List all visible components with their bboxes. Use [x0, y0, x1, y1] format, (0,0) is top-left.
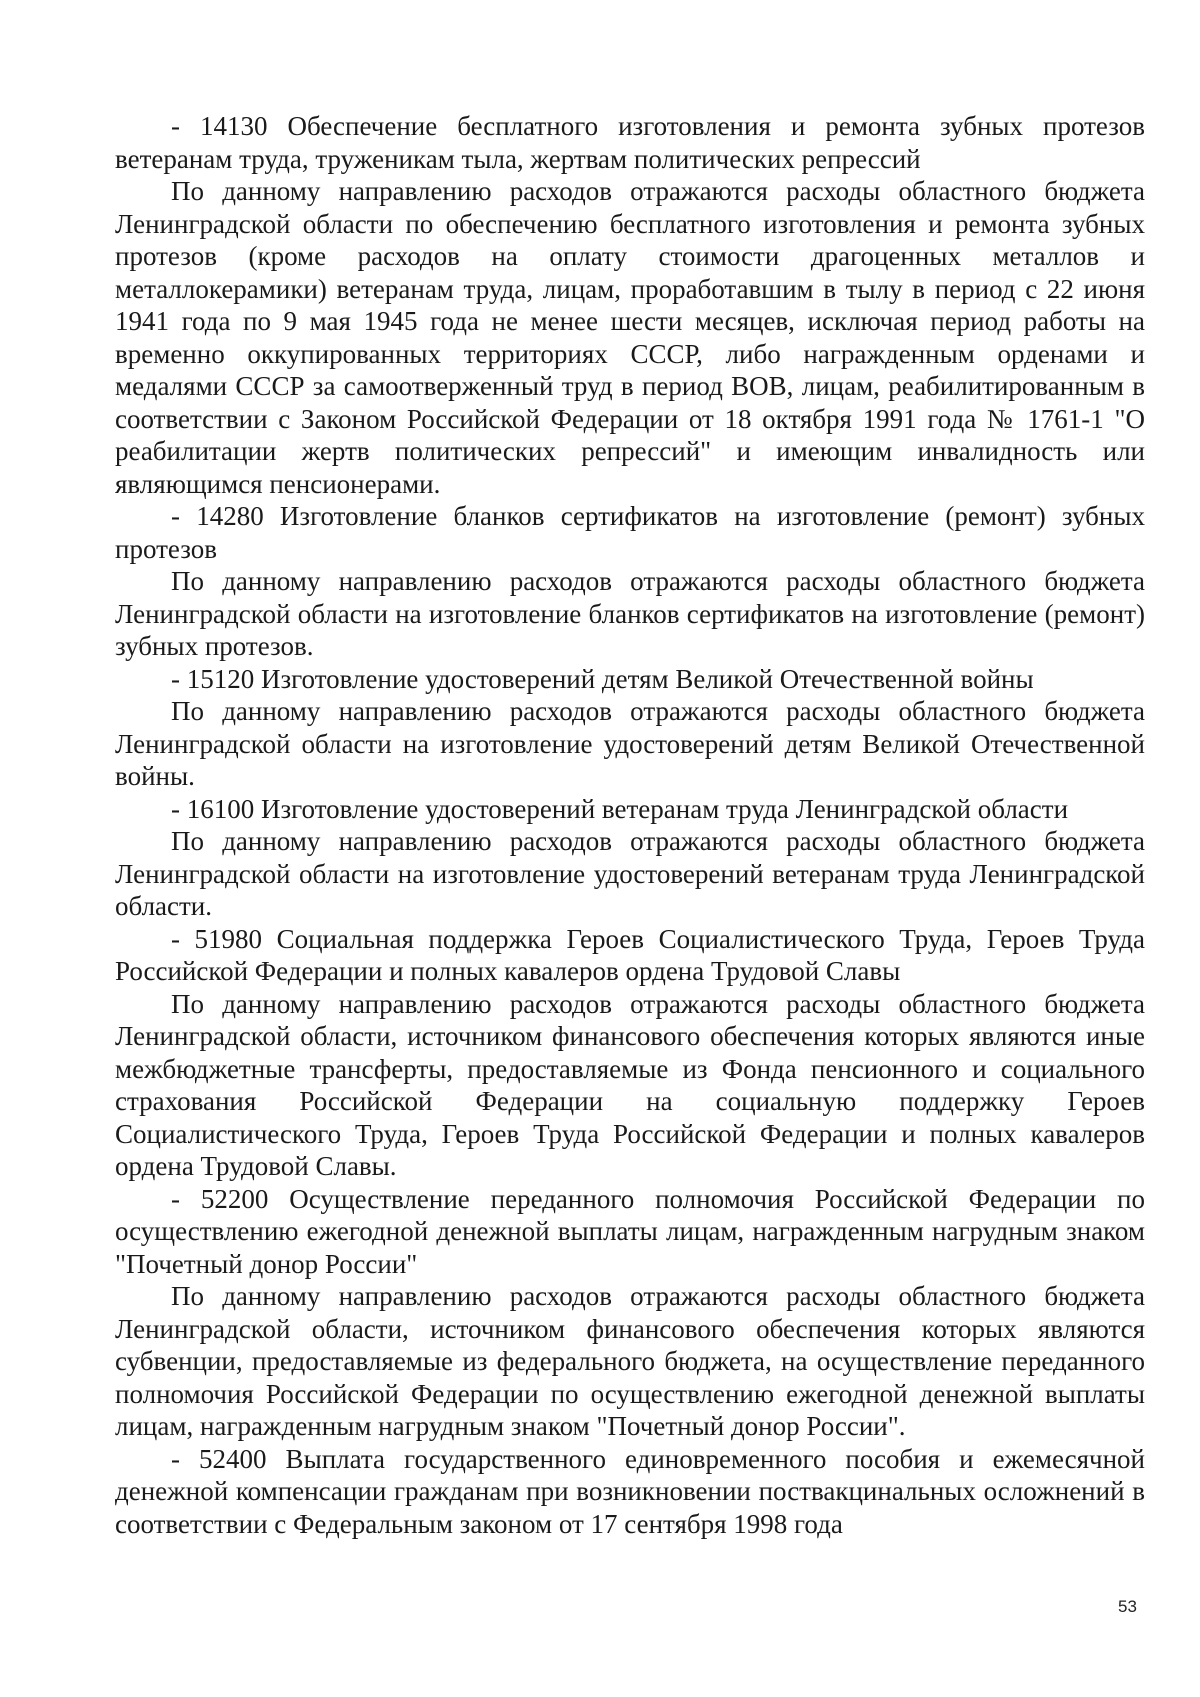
item-description-52200: По данному направлению расходов отражаются расходы областного бюджета Ленинградской области, источником финансового обеспечения которых являются субвенции, предоставляемые из федерального бюджета, на осуществление переданного полномочия Российской Федерации по осуществлению ежегодной денежной выплаты лицам, награжденным нагрудным знаком "Почетный донор России". — [115, 1281, 1145, 1441]
item-description-14280: По данному направлению расходов отражаются расходы областного бюджета Ленинградской области на изготовление бланков сертификатов на изготовление (ремонт) зубных протезов. — [115, 566, 1145, 661]
page-number: 53 — [1118, 1597, 1137, 1616]
item-heading-14280: - 14280 Изготовление бланков сертификатов на изготовление (ремонт) зубных протезов — [115, 501, 1145, 564]
document-body — [115, 110, 1145, 1540]
item-description-15120: По данному направлению расходов отражаются расходы областного бюджета Ленинградской области на изготовление удостоверений детям Великой Отечественной войны. — [115, 696, 1145, 791]
item-heading-52400: - 52400 Выплата государственного единовременного пособия и ежемесячной денежной компенсации гражданам при возникновении поствакцинальных осложнений в соответствии с Федеральным законом от 17 сентября 1998 года — [115, 1443, 1145, 1539]
item-heading-15120: - 15120 Изготовление удостоверений детям Великой Отечественной войны — [171, 663, 1034, 694]
item-heading-14130: - 14130 Обеспечение бесплатного изготовления и ремонта зубных протезов ветеранам труда, труженикам тыла, жертвам политических репрессий — [115, 111, 1145, 174]
item-description-51980: По данному направлению расходов отражаются расходы областного бюджета Ленинградской области, источником финансового обеспечения которых являются иные межбюджетные трансферты, предоставляемые из Фонда пенсионного и социального страхования Российской Федерации на социальную поддержку Героев Социалистического Труда, Героев Труда Российской Федерации и полных кавалеров ордена Трудовой Славы. — [115, 988, 1145, 1181]
item-description-14130: По данному направлению расходов отражаются расходы областного бюджета Ленинградской области по обеспечению бесплатного изготовления и ремонта зубных протезов (кроме расходов на оплату стоимости драгоценных металлов и металлокерамики) ветеранам труда, лицам, проработавшим в тылу в период с 22 июня 1941 года по 9 мая 1945 года не менее шести месяцев, исключая период работы на временно оккупированных территориях СССР, либо награжденным орденами и медалями СССР за самоотверженный труд в период ВОВ, лицам, реабилитированным в соответствии с Законом Российской Федерации от 18 октября 1991 года № 1761-1 "О реабилитации жертв политических репрессий" и имеющим инвалидность или являющимся пенсионерами. — [115, 176, 1145, 499]
item-description-16100: По данному направлению расходов отражаются расходы областного бюджета Ленинградской области на изготовление удостоверений ветеранам труда Ленинградской области. — [115, 826, 1145, 921]
item-heading-51980: - 51980 Социальная поддержка Героев Социалистического Труда, Героев Труда Российской Федерации и полных кавалеров ордена Трудовой Славы — [115, 923, 1145, 986]
item-heading-16100: - 16100 Изготовление удостоверений ветеранам труда Ленинградской области — [171, 793, 1069, 824]
item-heading-52200: - 52200 Осуществление переданного полномочия Российской Федерации по осуществлению ежегодной денежной выплаты лицам, награжденным нагрудным знаком "Почетный донор России" — [115, 1183, 1145, 1279]
